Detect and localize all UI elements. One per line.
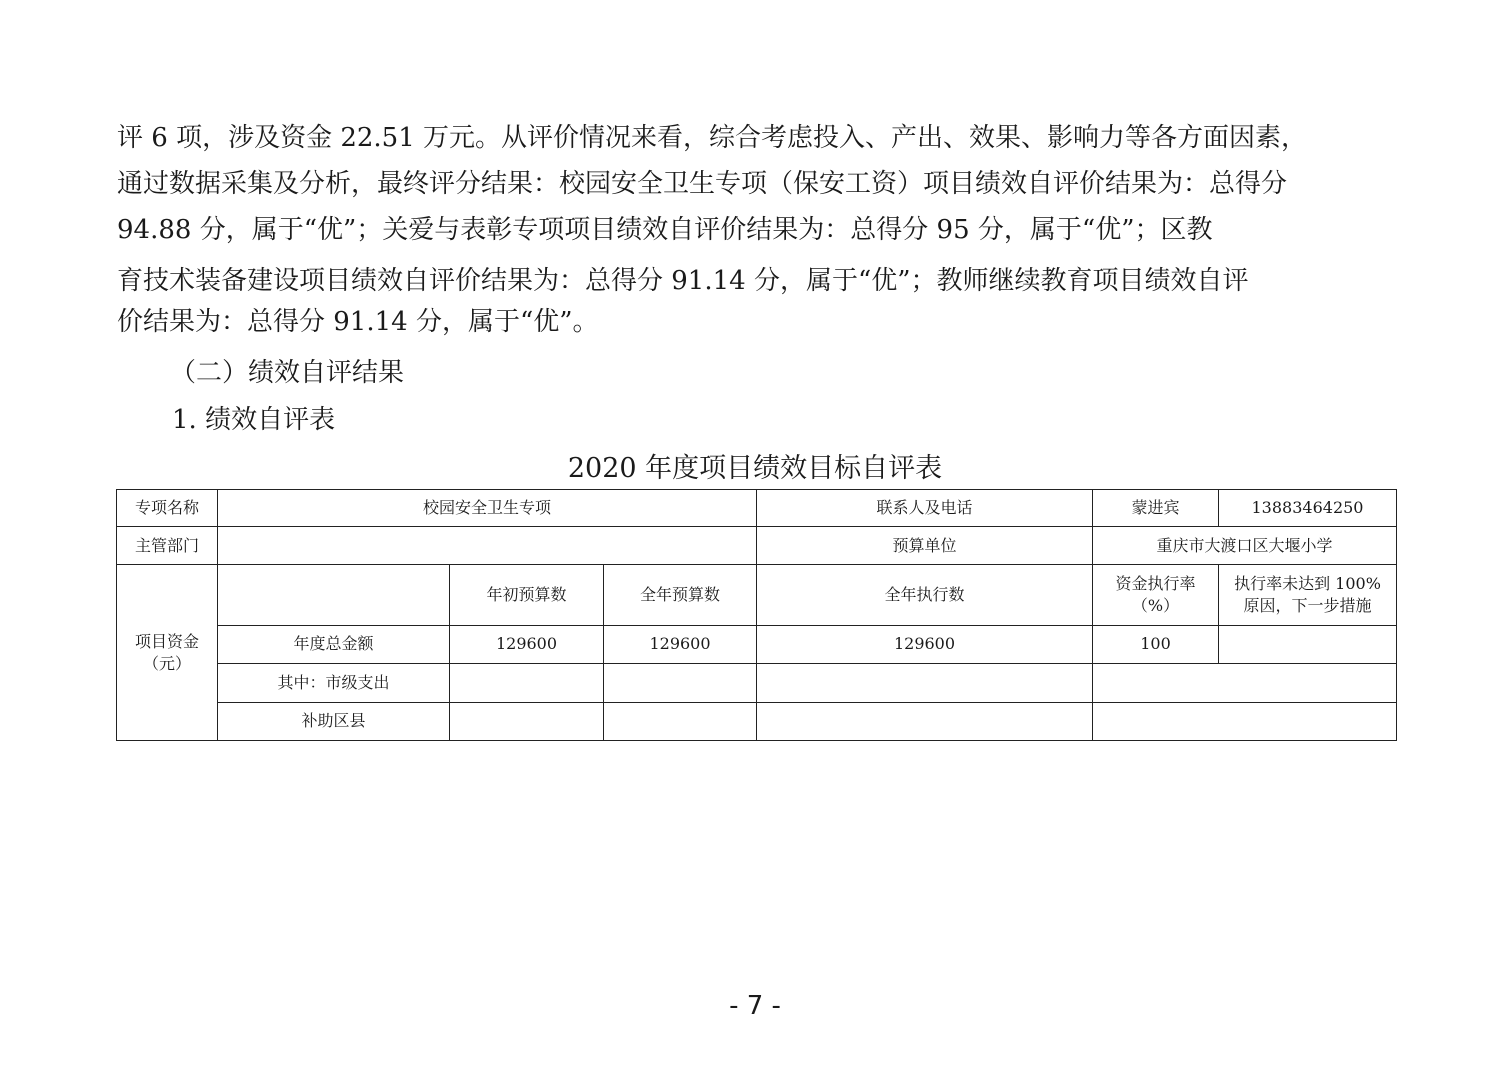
contact-name: 蒙进宾: [1093, 490, 1219, 527]
city-expense-label: 其中：市级支出: [218, 663, 450, 702]
total-annual-execution: 129600: [757, 625, 1093, 663]
table-row: [117, 625, 1397, 663]
table-row: [117, 490, 1397, 527]
department-value: [218, 527, 757, 565]
header-annual-execution: 全年执行数: [757, 565, 1093, 625]
empty-cell: [218, 565, 450, 625]
total-execution-rate: 100: [1093, 625, 1219, 663]
budget-unit-value: 重庆市大渡口区大堰小学: [1093, 527, 1397, 565]
project-funds-label-line1: 项目资金: [134, 631, 199, 651]
table-title: 2020 年度项目绩效目标自评表: [567, 453, 943, 484]
project-name-value: 校园安全卫生专项: [218, 490, 757, 527]
table-row: [117, 702, 1397, 740]
page-number: - 7 -: [729, 991, 781, 1021]
paragraph-line: 通过数据采集及分析，最终评分结果：校园安全卫生专项（保安工资）项目绩效自评价结果为：总得分: [117, 169, 1288, 199]
empty-cell: [1093, 702, 1397, 740]
sub-heading: 1. 绩效自评表: [172, 405, 336, 435]
table-row: [117, 565, 1397, 625]
contact-phone: 13883464250: [1219, 490, 1397, 527]
project-name-label: 专项名称: [117, 490, 218, 527]
header-reason-line2: 原因，下一步措施: [1243, 595, 1372, 615]
paragraph-line: 价结果为：总得分 91.14 分，属于“优”。: [117, 307, 599, 337]
header-initial-budget: 年初预算数: [450, 565, 604, 625]
empty-cell: [450, 702, 604, 740]
empty-cell: [1093, 663, 1397, 702]
header-execution-rate: [1093, 565, 1219, 625]
total-reason: [1219, 625, 1397, 663]
district-subsidy-label: 补助区县: [218, 702, 450, 740]
table-row: [117, 663, 1397, 702]
department-label: 主管部门: [117, 527, 218, 565]
empty-cell: [757, 663, 1093, 702]
section-heading: （二）绩效自评结果: [170, 358, 405, 388]
paragraph-line: 评 6 项，涉及资金 22.51 万元。从评价情况来看，综合考虑投入、产出、效果、影响力等各方面因素，: [117, 123, 1308, 153]
total-initial-budget: 129600: [450, 625, 604, 663]
empty-cell: [604, 663, 757, 702]
paragraph-line: 育技术装备建设项目绩效自评价结果为：总得分 91.14 分，属于“优”；教师继续教育项目绩效自评: [117, 266, 1249, 296]
header-reason: [1219, 565, 1397, 625]
total-annual-budget: 129600: [604, 625, 757, 663]
header-execution-rate-line1: 资金执行率: [1115, 573, 1196, 593]
contact-label: 联系人及电话: [757, 490, 1093, 527]
header-reason-line1: 执行率未达到 100%: [1234, 573, 1381, 593]
project-funds-label: [117, 565, 218, 741]
empty-cell: [757, 702, 1093, 740]
paragraph-line: 94.88 分，属于“优”；关爱与表彰专项项目绩效自评价结果为：总得分 95 分，属于“优”；区教: [117, 215, 1213, 245]
performance-table: [116, 489, 1397, 741]
header-execution-rate-line2: （%）: [1131, 595, 1180, 615]
header-annual-budget: 全年预算数: [604, 565, 757, 625]
empty-cell: [604, 702, 757, 740]
empty-cell: [450, 663, 604, 702]
project-funds-label-line2: （元）: [142, 653, 191, 673]
total-amount-label: 年度总金额: [218, 625, 450, 663]
table-row: [117, 527, 1397, 565]
body-paragraph: [117, 115, 1407, 345]
budget-unit-label: 预算单位: [757, 527, 1093, 565]
